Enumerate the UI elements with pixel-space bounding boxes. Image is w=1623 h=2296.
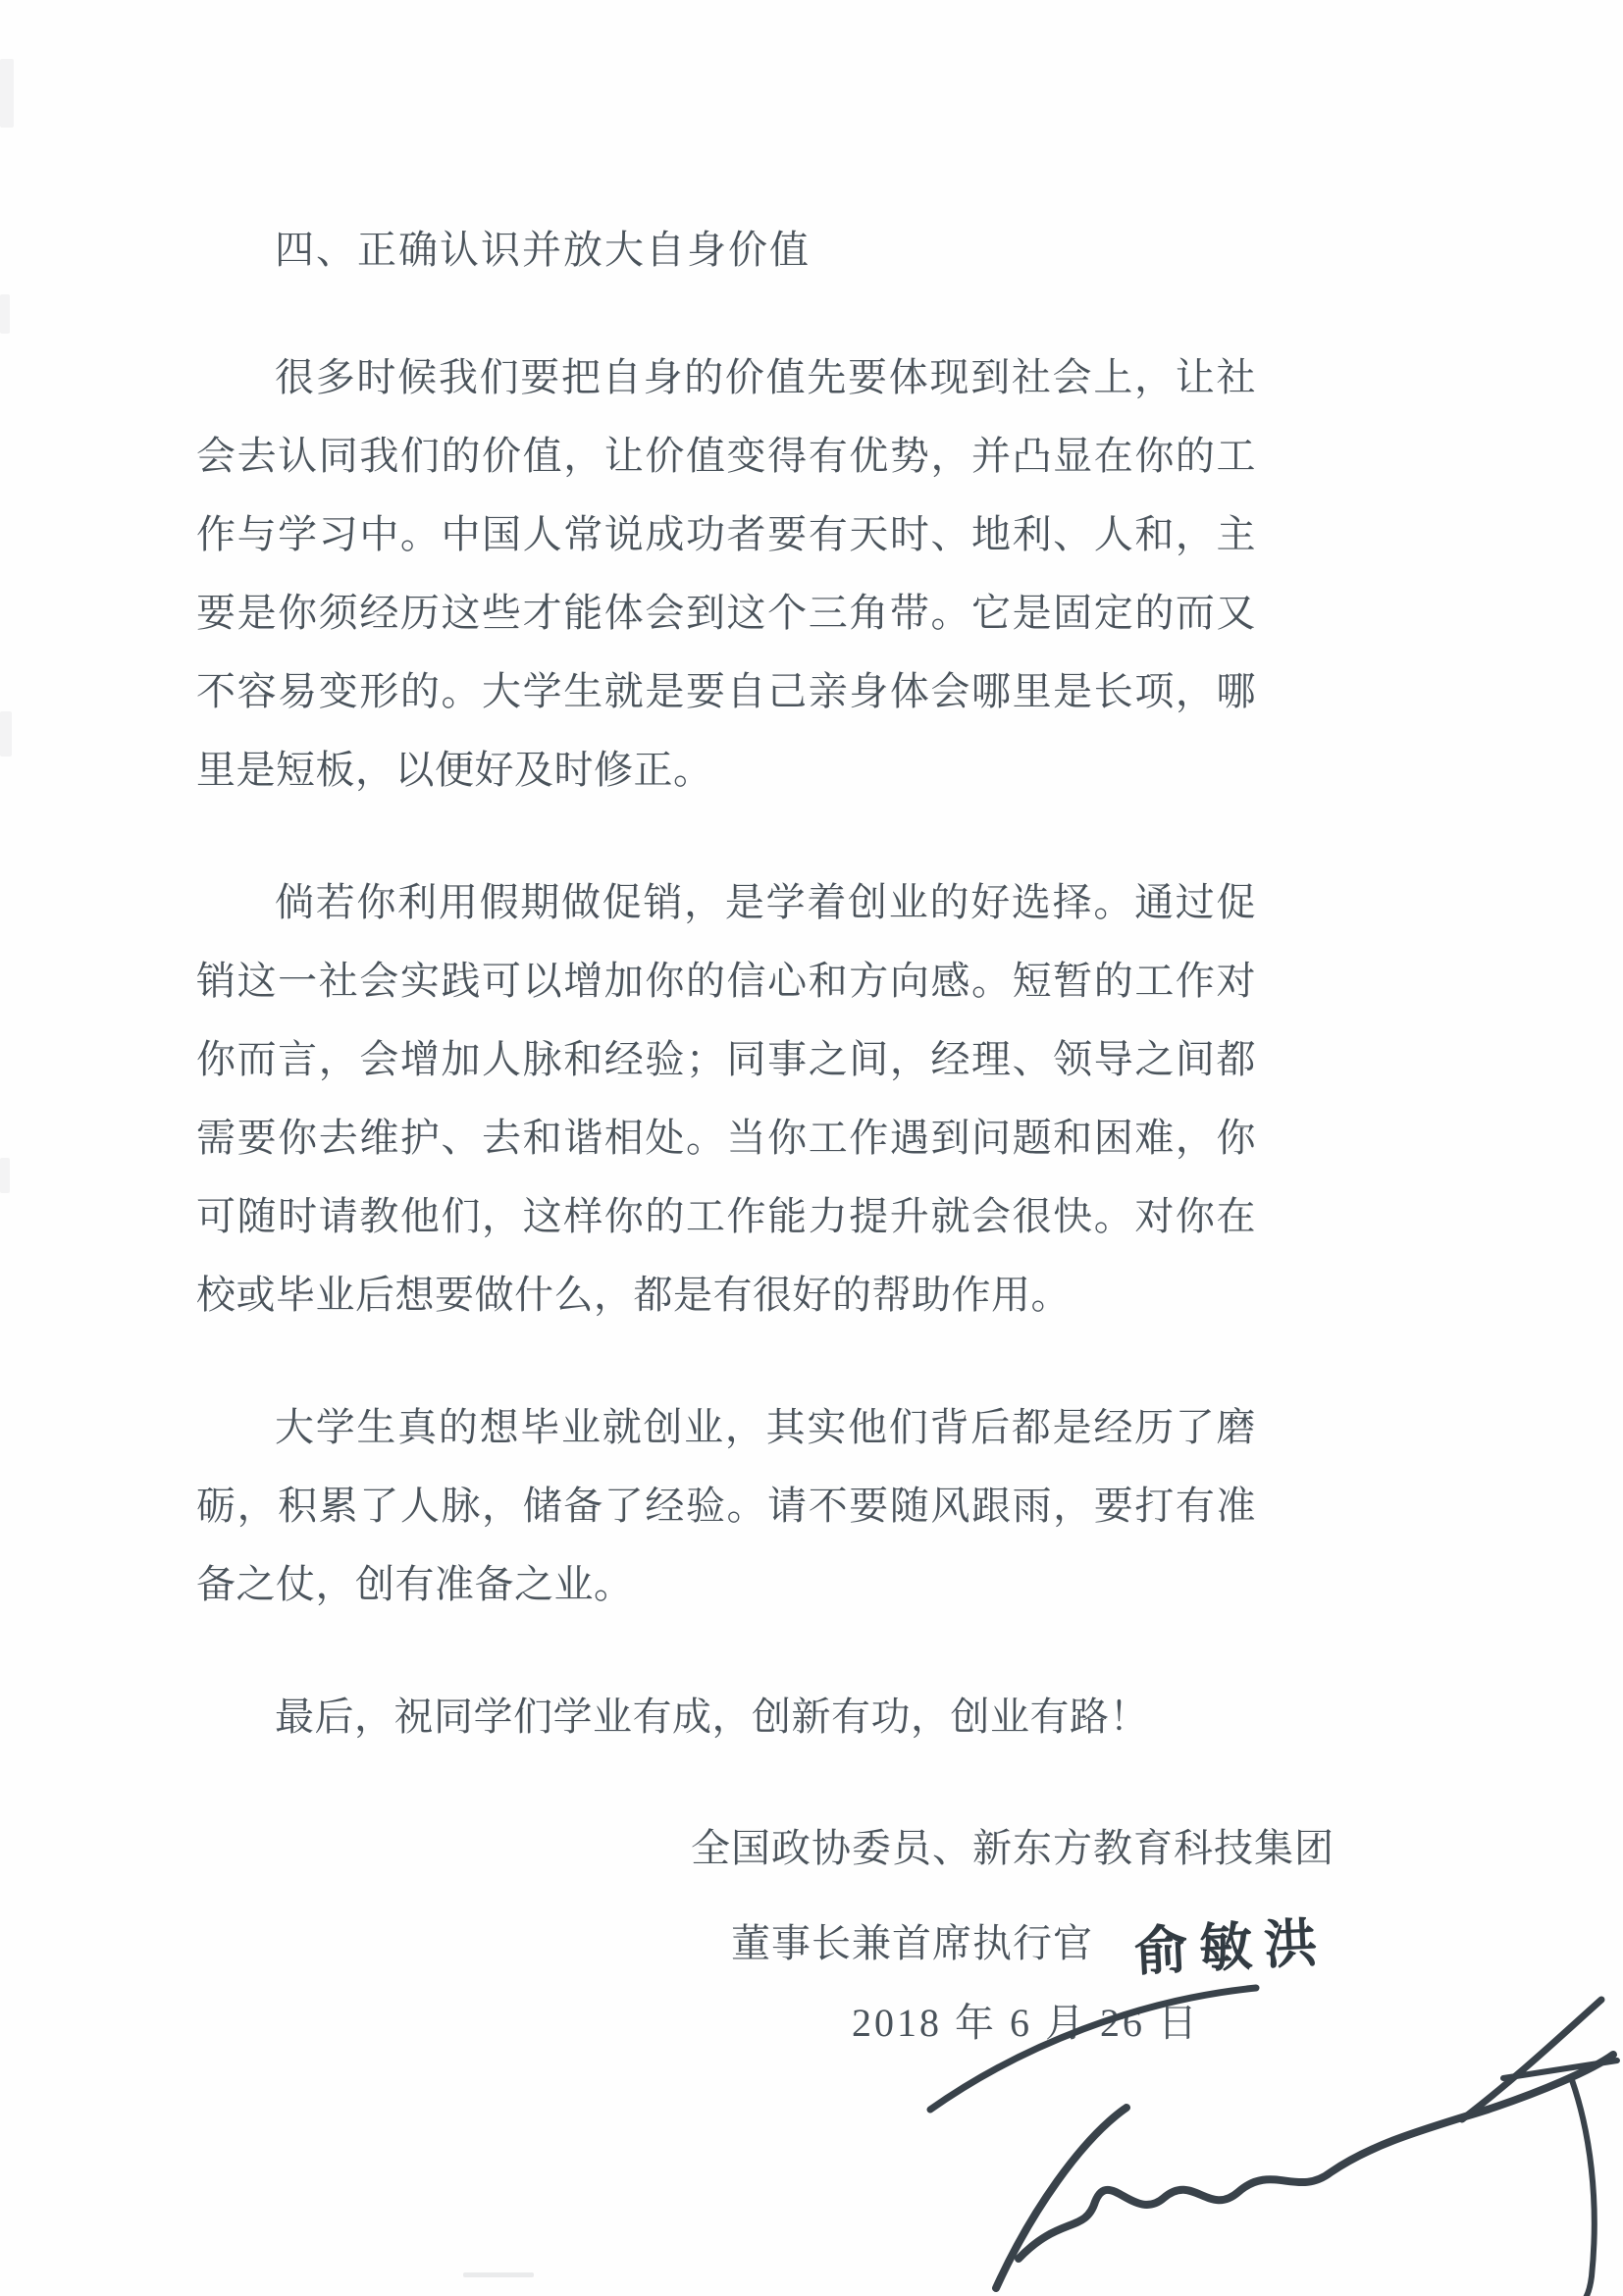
scan-artifact [0,711,12,757]
signature-organization-line: 全国政协委员、新东方教育科技集团 [691,1826,1335,1870]
section-heading: 四、正确认识并放大自身价值 [275,228,811,272]
scan-artifact [463,2272,534,2277]
scan-artifact [0,1158,10,1193]
letter-body [196,211,1256,1756]
paragraph: 最后，祝同学们学业有成，创新有功，创业有路！ [275,1695,1149,1739]
scan-artifact [0,59,14,128]
signature-title: 董事长兼首席执行官 [731,1920,1093,1965]
paragraph: 大学生真的想毕业就创业，其实他们背后都是经历了磨砺，积累了人脉，储备了经验。请不要随风跟雨，要打有准备之仗，创有准备之业。 [196,1405,1256,1606]
paragraph: 很多时候我们要把自身的价值先要体现到社会上，让社会去认同我们的价值，让价值变得有优势，并凸显在你的工作与学习中。中国人常说成功者要有天时、地利、人和，主要是你须经历这些才能体会到这个三角带。它是固定的而又不容易变形的。大学生就是要自己亲身体会哪里是长项，哪里是短板，以便好及时修正。 [196,355,1256,792]
handwritten-signature-scrawl [913,1962,1623,2296]
signature-date: 2018 年 6 月 26 日 [852,2001,1200,2045]
signer-name-handwritten: 俞敏洪 [1132,1912,1331,1983]
paragraph: 倘若你利用假期做促销，是学着创业的好选择。通过促销这一社会实践可以增加你的信心和方向感。短暂的工作对你而言，会增加人脉和经验；同事之间，经理、领导之间都需要你去维护、去和谐相处。当你工作遇到问题和困难，你可随时请教他们，这样你的工作能力提升就会很快。对你在校或毕业后想要做什么，都是有很好的帮助作用。 [196,880,1256,1317]
scan-artifact [0,294,10,334]
